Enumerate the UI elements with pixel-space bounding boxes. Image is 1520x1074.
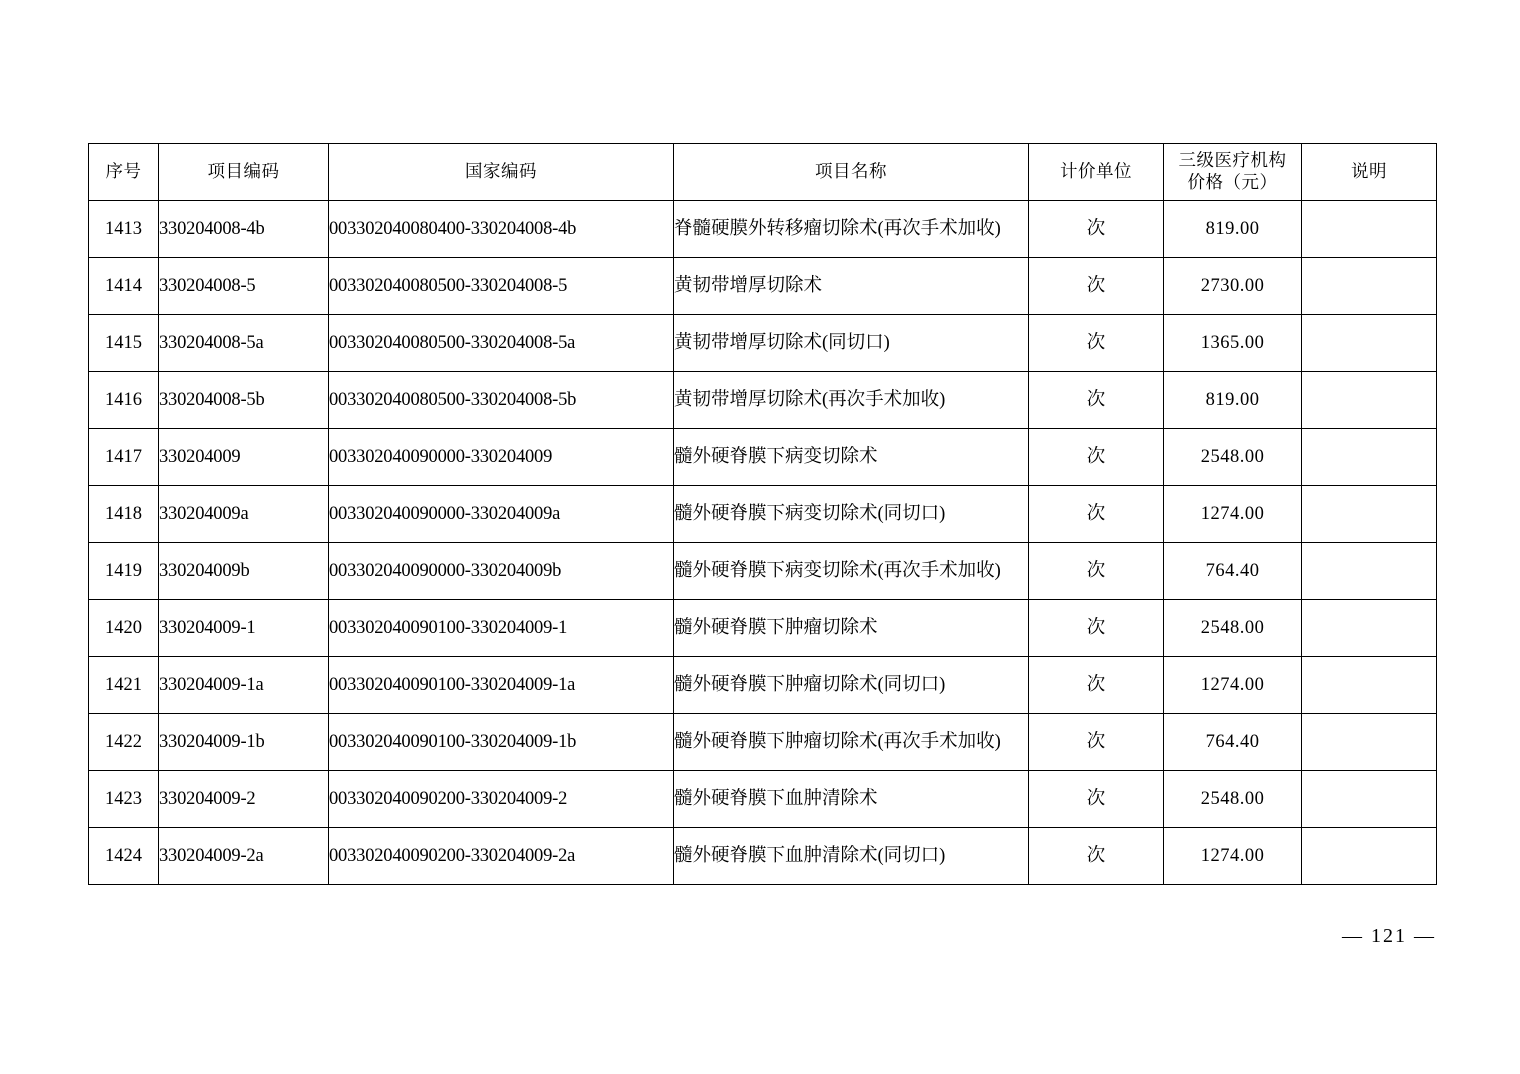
column-header-national-code: 国家编码 [329, 144, 674, 201]
cell-note [1302, 429, 1437, 486]
cell-unit: 次 [1029, 600, 1164, 657]
table-row [89, 372, 1437, 429]
cell-price: 2548.00 [1164, 771, 1302, 828]
cell-unit: 次 [1029, 657, 1164, 714]
cell-item-code: 330204009-1 [159, 600, 329, 657]
cell-unit: 次 [1029, 201, 1164, 258]
table-header-row [89, 144, 1437, 201]
column-header-price [1164, 144, 1302, 201]
table-body [89, 201, 1437, 885]
cell-seq: 1416 [89, 372, 159, 429]
cell-seq: 1419 [89, 543, 159, 600]
cell-item-code: 330204009b [159, 543, 329, 600]
table-header [89, 144, 1437, 201]
cell-price: 2730.00 [1164, 258, 1302, 315]
cell-national-code: 003302040090200-330204009-2 [329, 771, 674, 828]
cell-unit: 次 [1029, 429, 1164, 486]
cell-item-name: 髓外硬脊膜下病变切除术 [674, 429, 1029, 486]
cell-item-name: 脊髓硬膜外转移瘤切除术(再次手术加收) [674, 201, 1029, 258]
cell-unit: 次 [1029, 771, 1164, 828]
column-header-item-code: 项目编码 [159, 144, 329, 201]
cell-unit: 次 [1029, 258, 1164, 315]
cell-note [1302, 828, 1437, 885]
cell-national-code: 003302040090100-330204009-1 [329, 600, 674, 657]
cell-note [1302, 372, 1437, 429]
table-row [89, 429, 1437, 486]
cell-national-code: 003302040080500-330204008-5 [329, 258, 674, 315]
cell-seq: 1418 [89, 486, 159, 543]
cell-note [1302, 543, 1437, 600]
cell-item-code: 330204009-1b [159, 714, 329, 771]
cell-item-code: 330204008-5 [159, 258, 329, 315]
cell-national-code: 003302040090000-330204009b [329, 543, 674, 600]
table-row [89, 543, 1437, 600]
cell-item-name: 髓外硬脊膜下病变切除术(再次手术加收) [674, 543, 1029, 600]
cell-item-code: 330204009-2a [159, 828, 329, 885]
cell-seq: 1421 [89, 657, 159, 714]
table-row [89, 486, 1437, 543]
cell-item-name: 髓外硬脊膜下肿瘤切除术 [674, 600, 1029, 657]
cell-item-name: 髓外硬脊膜下血肿清除术(同切口) [674, 828, 1029, 885]
cell-national-code: 003302040090100-330204009-1a [329, 657, 674, 714]
cell-price: 1274.00 [1164, 486, 1302, 543]
cell-national-code: 003302040080500-330204008-5b [329, 372, 674, 429]
table-row [89, 600, 1437, 657]
page-number: — 121 — [1342, 925, 1436, 947]
table-row [89, 315, 1437, 372]
cell-item-code: 330204008-5b [159, 372, 329, 429]
cell-unit: 次 [1029, 315, 1164, 372]
cell-item-code: 330204009a [159, 486, 329, 543]
cell-note [1302, 714, 1437, 771]
table-row [89, 714, 1437, 771]
column-header-unit: 计价单位 [1029, 144, 1164, 201]
cell-note [1302, 600, 1437, 657]
cell-price: 1274.00 [1164, 657, 1302, 714]
table-row [89, 201, 1437, 258]
cell-item-code: 330204009-1a [159, 657, 329, 714]
cell-price: 1365.00 [1164, 315, 1302, 372]
cell-price: 1274.00 [1164, 828, 1302, 885]
cell-national-code: 003302040090200-330204009-2a [329, 828, 674, 885]
price-table [88, 143, 1437, 885]
column-header-price-line2: 价格（元） [1187, 172, 1278, 192]
cell-seq: 1422 [89, 714, 159, 771]
cell-item-code: 330204009 [159, 429, 329, 486]
cell-price: 2548.00 [1164, 429, 1302, 486]
cell-item-name: 黄韧带增厚切除术(同切口) [674, 315, 1029, 372]
cell-seq: 1415 [89, 315, 159, 372]
cell-unit: 次 [1029, 714, 1164, 771]
cell-seq: 1424 [89, 828, 159, 885]
column-header-item-name: 项目名称 [674, 144, 1029, 201]
cell-seq: 1414 [89, 258, 159, 315]
cell-item-name: 髓外硬脊膜下病变切除术(同切口) [674, 486, 1029, 543]
cell-price: 819.00 [1164, 372, 1302, 429]
cell-national-code: 003302040080400-330204008-4b [329, 201, 674, 258]
cell-item-name: 髓外硬脊膜下血肿清除术 [674, 771, 1029, 828]
cell-seq: 1417 [89, 429, 159, 486]
cell-seq: 1420 [89, 600, 159, 657]
cell-unit: 次 [1029, 486, 1164, 543]
table-row [89, 258, 1437, 315]
cell-price: 764.40 [1164, 543, 1302, 600]
cell-national-code: 003302040090000-330204009a [329, 486, 674, 543]
cell-unit: 次 [1029, 372, 1164, 429]
price-table-container [88, 143, 1436, 885]
cell-item-code: 330204009-2 [159, 771, 329, 828]
cell-note [1302, 771, 1437, 828]
cell-item-code: 330204008-4b [159, 201, 329, 258]
cell-note [1302, 315, 1437, 372]
cell-price: 819.00 [1164, 201, 1302, 258]
cell-price: 2548.00 [1164, 600, 1302, 657]
cell-item-name: 髓外硬脊膜下肿瘤切除术(同切口) [674, 657, 1029, 714]
cell-note [1302, 258, 1437, 315]
column-header-price-line1: 三级医疗机构 [1178, 150, 1287, 171]
cell-note [1302, 201, 1437, 258]
table-row [89, 828, 1437, 885]
cell-unit: 次 [1029, 828, 1164, 885]
cell-price: 764.40 [1164, 714, 1302, 771]
cell-national-code: 003302040090100-330204009-1b [329, 714, 674, 771]
cell-seq: 1423 [89, 771, 159, 828]
cell-note [1302, 657, 1437, 714]
table-row [89, 771, 1437, 828]
cell-item-name: 黄韧带增厚切除术(再次手术加收) [674, 372, 1029, 429]
cell-item-code: 330204008-5a [159, 315, 329, 372]
column-header-seq: 序号 [89, 144, 159, 201]
table-row [89, 657, 1437, 714]
column-header-note: 说明 [1302, 144, 1437, 201]
cell-seq: 1413 [89, 201, 159, 258]
cell-national-code: 003302040090000-330204009 [329, 429, 674, 486]
cell-national-code: 003302040080500-330204008-5a [329, 315, 674, 372]
cell-item-name: 髓外硬脊膜下肿瘤切除术(再次手术加收) [674, 714, 1029, 771]
cell-unit: 次 [1029, 543, 1164, 600]
cell-note [1302, 486, 1437, 543]
cell-item-name: 黄韧带增厚切除术 [674, 258, 1029, 315]
